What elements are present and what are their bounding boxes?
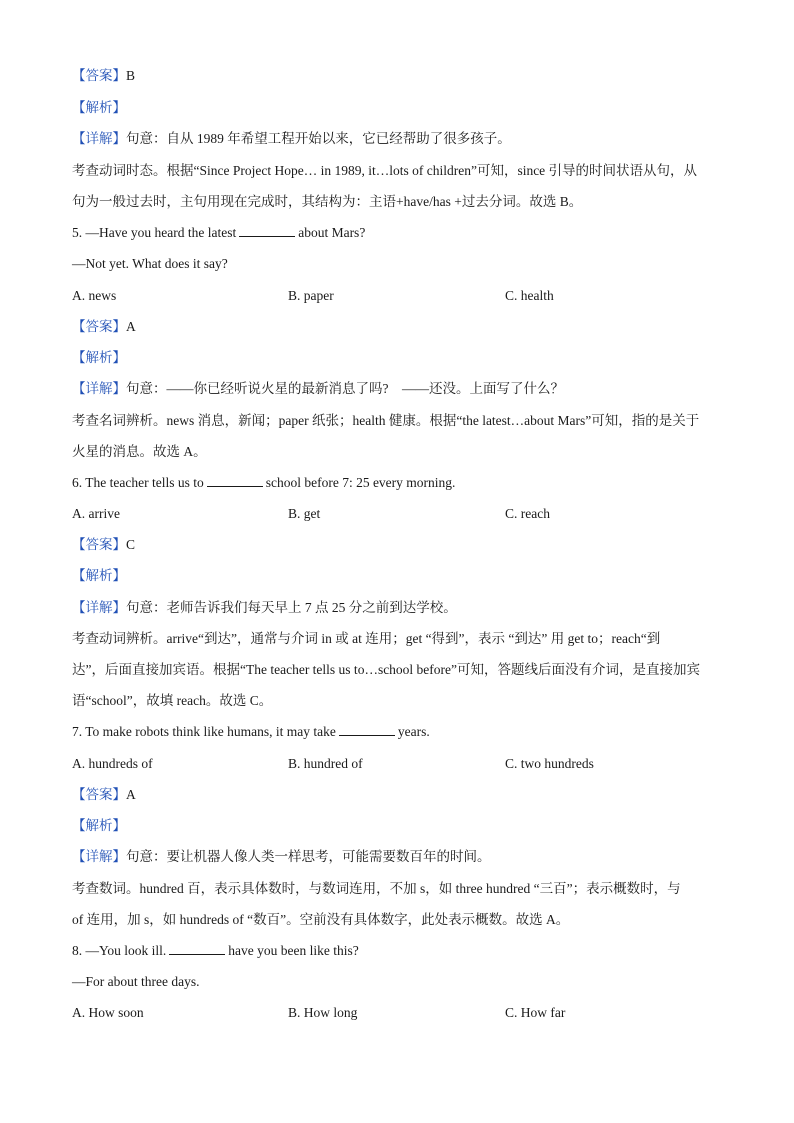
question-stem [72,223,732,243]
option-a: A. arrive [72,506,120,521]
answer-line [72,66,732,86]
explanation-line: 句为一般过去时，主句用现在完成时，其结构为：主语+have/has +过去分词。故选 B。 [72,194,583,209]
option-a: A. hundreds of [72,756,153,771]
stem-text: 7. To make robots think like humans, it may take [72,724,336,739]
option-b: B. How long [288,1005,358,1020]
explanation-line: 考查动词时态。根据“Since Project Hope… in 1989, it…lots of children”可知，since 引导的时间状语从句，从 [72,163,698,178]
explanation-line: of 连用，加 s，如 hundreds of “数百”。空前没有具体数字，此处表示概数。故选 A。 [72,912,570,927]
question-stem [72,722,732,742]
answer-blank [339,722,395,736]
analysis-label: 【解析】 [72,100,126,115]
detail-text: 句意：自从 1989 年希望工程开始以来，它已经帮助了很多孩子。 [126,131,511,146]
stem-text: about Mars? [298,225,366,240]
analysis-heading [72,98,732,118]
analysis-label: 【解析】 [72,568,126,583]
stem-text: school before 7: 25 every morning. [265,475,456,490]
analysis-heading [72,816,732,836]
detail-label: 【详解】 [72,849,126,864]
stem-text: years. [397,724,430,739]
detail-label: 【详解】 [72,600,126,615]
option-b: B. get [288,506,321,521]
option-a: A. news [72,288,117,303]
analysis-label: 【解析】 [72,350,126,365]
explanation-line: 火星的消息。故选 A。 [72,444,207,459]
detail-line [72,598,732,618]
answer-line [72,785,732,805]
option-a: A. How soon [72,1005,144,1020]
option-c: C. reach [505,506,550,521]
answer-label: 【答案】 [72,787,126,802]
detail-line [72,847,732,867]
detail-line [72,379,732,399]
detail-label: 【详解】 [72,381,126,396]
analysis-label: 【解析】 [72,818,126,833]
answer-blank [207,473,263,487]
option-c: C. How far [505,1005,566,1020]
answer-value: B [126,68,136,83]
answer-value: A [126,319,136,334]
option-c: C. health [505,288,554,303]
analysis-heading [72,348,732,368]
detail-line [72,129,732,149]
stem-text: 8. —You look ill. [72,943,167,958]
explanation-line: 语“school”，故填 reach。故选 C。 [72,693,273,708]
detail-text: 句意：——你已经听说火星的最新消息了吗? ——还没。上面写了什么？ [126,381,564,396]
answer-value: C [126,537,136,552]
question-stem [72,473,732,493]
stem-text: have you been like this? [228,943,359,958]
answer-value: A [126,787,136,802]
analysis-heading [72,566,732,586]
explanation-line: 考查动词辨析。arrive“到达”，通常与介词 in 或 at 连用；get “得到”，表示 “到达” 用 get to；reach“到 [72,631,661,646]
answer-line [72,535,732,555]
answer-blank [169,941,225,955]
answer-label: 【答案】 [72,319,126,334]
question-stem [72,941,732,961]
answer-line [72,317,732,337]
stem-text: 5. —Have you heard the latest [72,225,237,240]
answer-blank [239,223,295,237]
explanation-line: 考查数词。hundred 百，表示具体数时，与数词连用，不加 s，如 three hundred “三百”；表示概数时，与 [72,881,681,896]
detail-text: 句意：要让机器人像人类一样思考，可能需要数百年的时间。 [126,849,491,864]
option-b: B. hundred of [288,756,363,771]
option-b: B. paper [288,288,334,303]
question-stem: —Not yet. What does it say? [72,256,228,271]
explanation-line: 考查名词辨析。news 消息，新闻；paper 纸张；health 健康。根据“the latest…about Mars”可知，指的是关于 [72,413,700,428]
option-c: C. two hundreds [505,756,594,771]
answer-label: 【答案】 [72,537,126,552]
answer-label: 【答案】 [72,68,126,83]
question-stem: —For about three days. [72,974,200,989]
explanation-line: 达”，后面直接加宾语。根据“The teacher tells us to…school before”可知，答题线后面没有介词，是直接加宾 [72,662,701,677]
detail-label: 【详解】 [72,131,126,146]
detail-text: 句意：老师告诉我们每天早上 7 点 25 分之前到达学校。 [126,600,457,615]
stem-text: 6. The teacher tells us to [72,475,204,490]
